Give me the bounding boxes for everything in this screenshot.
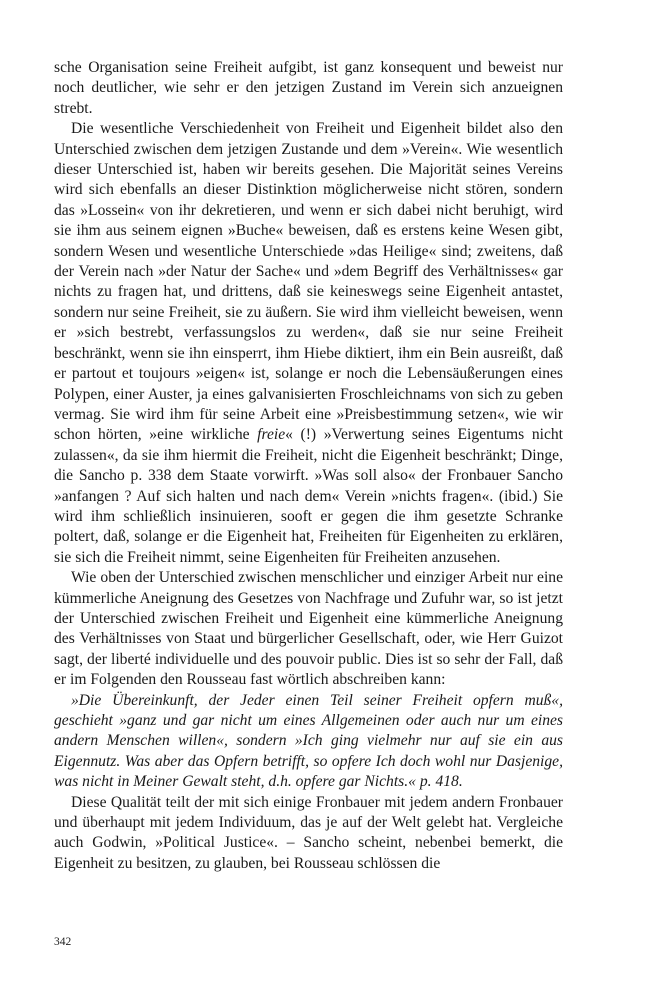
page-body: [54, 58, 563, 874]
paragraph-text: Diese Qualität teilt der mit sich einige Fronbauer mit jedem andern Fronbauer und überhaupt mit jedem Individuum, das je auf der Welt gelebt hat. Vergleiche auch Godwin, »Political Justice«. – Sancho scheint, nebenbei bemerkt, die Eigenheit zu besitzen, zu glauben, bei Rousseau schlössen die: [54, 793, 563, 872]
paragraph-text: Die wesentliche Verschiedenheit von Freiheit und Eigenheit bildet also den Unterschied zwischen dem jetzigen Zustande und dem »Verein«. Wie wesentlich dieser Unterschied ist, haben wir bereits gesehen. Die Majorität seines Vereins wird sich ebenfalls an dieser Distinktion möglicherweise nicht stören, sondern das »Lossein« von ihr dekretieren, und wenn er sich dabei nicht beruhigt, wird sie ihm aus seinem eignen »Buche« beweisen, daß es erstens keine Wesen gibt, sondern Wesen und wesentliche Unterschiede »das Heilige« sind; zweitens, daß der Verein nach »der Natur der Sache« und »dem Begriff des Verhältnisses« gar nichts zu fragen hat, und drittens, daß sie keineswegs seine Eigenheit antastet, sondern nur seine Freiheit, sie zu äußern. Sie wird ihm vielleicht beweisen, wenn er »sich bestrebt, verfassungslos zu werden«, daß sie nur seine Freiheit beschränkt, wenn sie ihn einsperrt, ihm Hiebe diktiert, ihm ein Bein ausreißt, daß er partout et toujours »eigen« ist, solange er noch die Lebensäußerungen eines Polypen, einer Auster, ja eines galvanisierten Froschleichnams von sich zu geben vermag. Sie wird ihm für seine Arbeit eine »Preisbestimmung setzen«, wie wir schon hörten, »eine wirkliche: [54, 120, 563, 444]
body-paragraph: [54, 793, 563, 875]
body-paragraph: [54, 58, 563, 119]
paragraph-text: « (!) »Verwertung seines Eigentums nicht zulassen«, da sie ihm hiermit die Freiheit, nicht die Eigenheit beschränkt; Dinge, die Sancho p. 338 dem Staate vorwirft. »Was soll also« der Fronbauer Sancho »anfangen ? Auf sich halten und nach dem« Verein »nichts fragen«. (ibid.) Sie wird ihm schließlich insinuieren, sooft er gegen die ihm gesetzte Schranke poltert, daß, solange er die Eigenheit hat, Freiheiten für Eigenheiten zu erklären, sie sich die Freiheit nimmt, seine Eigenheiten für Freiheiten anzusehen.: [54, 426, 563, 566]
body-paragraph: [54, 119, 563, 568]
block-quote: [54, 691, 563, 793]
body-paragraph: [54, 568, 563, 690]
paragraph-text: »Die Übereinkunft, der Jeder einen Teil seiner Freiheit opfern muß«, geschieht »ganz und gar nicht um eines Allgemeinen oder auch nur um eines andern Menschen willen«, sondern »Ich ging vielmehr nur auf sie ein aus Eigennutz. Was aber das Opfern betrifft, so opfere Ich doch wohl nur Dasjenige, was nicht in Meiner Gewalt steht, d.h. opfere gar Nichts.« p. 418.: [54, 691, 563, 791]
page-number: 342: [54, 936, 72, 948]
emphasis-text: freie: [257, 426, 286, 444]
paragraph-text: sche Organisation seine Freiheit aufgibt, ist ganz konsequent und beweist nur noch deutlicher, wie sehr er den jetzigen Zustand im Verein sich anzueignen strebt.: [54, 59, 563, 117]
paragraph-text: Wie oben der Unterschied zwischen menschlicher und einziger Arbeit nur eine kümmerliche Aneignung des Gesetzes von Nachfrage und Zufuhr war, so ist jetzt der Unterschied zwischen Freiheit und Eigenheit eine kümmerliche Aneignung des Verhältnisses von Staat und bürgerlicher Gesellschaft, oder, wie Herr Guizot sagt, der liberté individuelle und des pouvoir public. Dies ist so sehr der Fall, daß er im Folgenden den Rousseau fast wörtlich abschreiben kann:: [54, 569, 563, 689]
